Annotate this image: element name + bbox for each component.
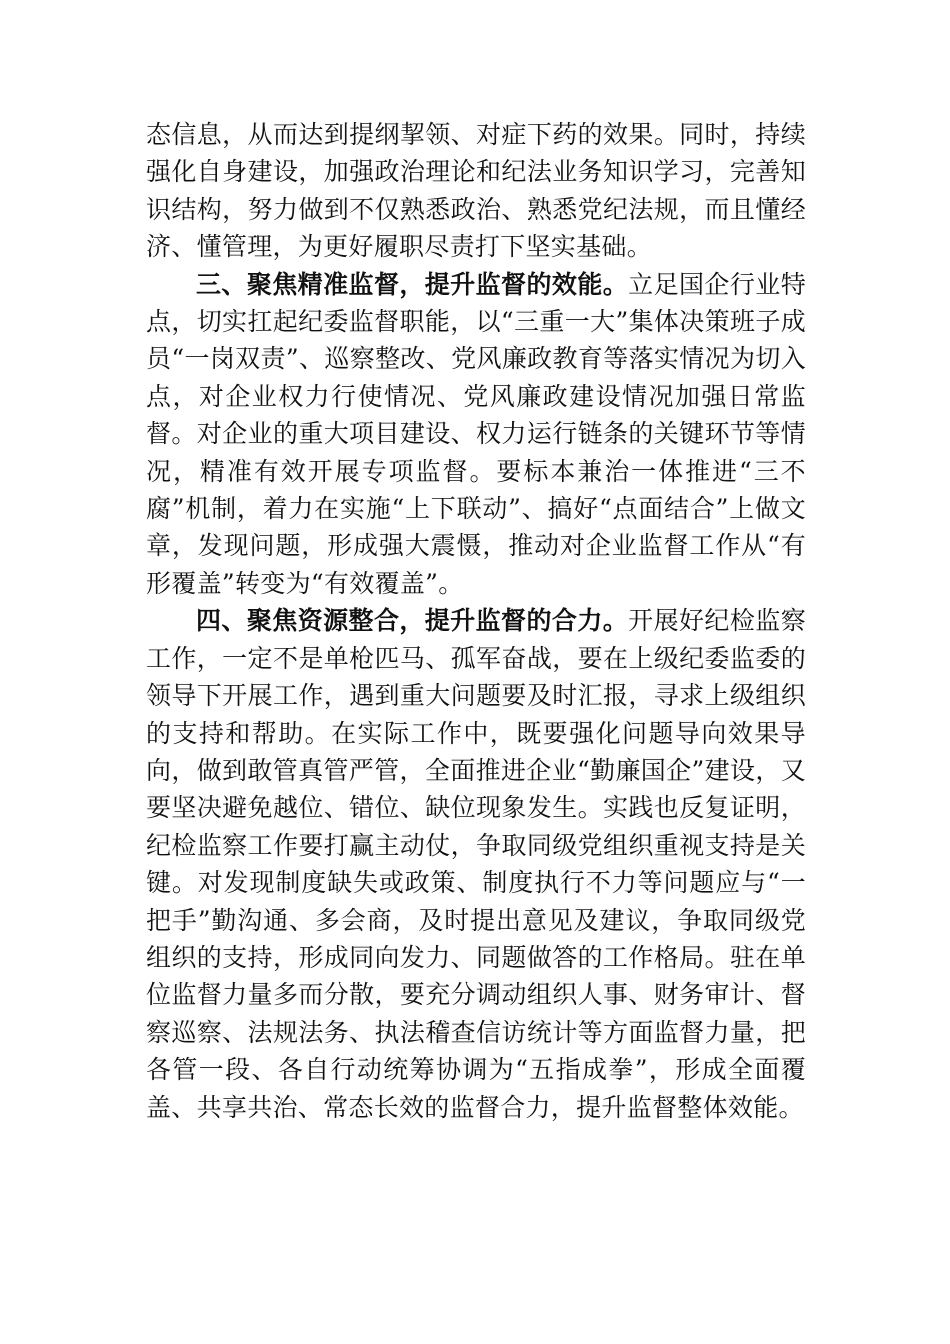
paragraph-section-three	[146, 266, 806, 603]
paragraph-section-four	[146, 602, 806, 1126]
section-heading: 四、聚焦资源整合，提升监督的合力。	[196, 606, 629, 636]
section-heading: 三、聚焦精准监督，提升监督的效能。	[196, 269, 629, 299]
paragraph-text: 立足国企行业特点，切实扛起纪委监督职能，以“三重一大”集体决策班子成员“一岗双责”、巡察整改、党风廉政教育等落实情况为切入点，对企业权力行使情况、党风廉政建设情况加强日常监督。对企业的重大项目建设、权力运行链条的关键环节等情况，精准有效开展专项监督。要标本兼治一体推进“三不腐”机制，着力在实施“上下联动”、搞好“点面结合”上做文章，发现问题，形成强大震慑，推动对企业监督工作从“有形覆盖”转变为“有效覆盖”。	[146, 269, 806, 598]
document-body	[146, 116, 806, 1126]
paragraph-text: 开展好纪检监察工作，一定不是单枪匹马、孤军奋战，要在上级纪委监委的领导下开展工作，遇到重大问题要及时汇报，寻求上级组织的支持和帮助。在实际工作中，既要强化问题导向效果导向，做到敢管真管严管，全面推进企业“勤廉国企”建设，又要坚决避免越位、错位、缺位现象发生。实践也反复证明，纪检监察工作要打赢主动仗，争取同级党组织重视支持是关键。对发现制度缺失或政策、制度执行不力等问题应与“一把手”勤沟通、多会商，及时提出意见及建议，争取同级党组织的支持，形成同向发力、同题做答的工作格局。驻在单位监督力量多而分散，要充分调动组织人事、财务审计、督察巡察、法规法务、执法稽查信访统计等方面监督力量，把各管一段、各自行动统筹协调为“五指成拳”，形成全面覆盖、共享共治、常态长效的监督合力，提升监督整体效能。	[146, 606, 806, 1122]
paragraph-text: 态信息，从而达到提纲挈领、对症下药的效果。同时，持续强化自身建设，加强政治理论和纪法业务知识学习，完善知识结构，努力做到不仅熟悉政治、熟悉党纪法规，而且懂经济、懂管理，为更好履职尽责打下坚实基础。	[146, 120, 806, 262]
paragraph-continuation	[146, 116, 806, 266]
